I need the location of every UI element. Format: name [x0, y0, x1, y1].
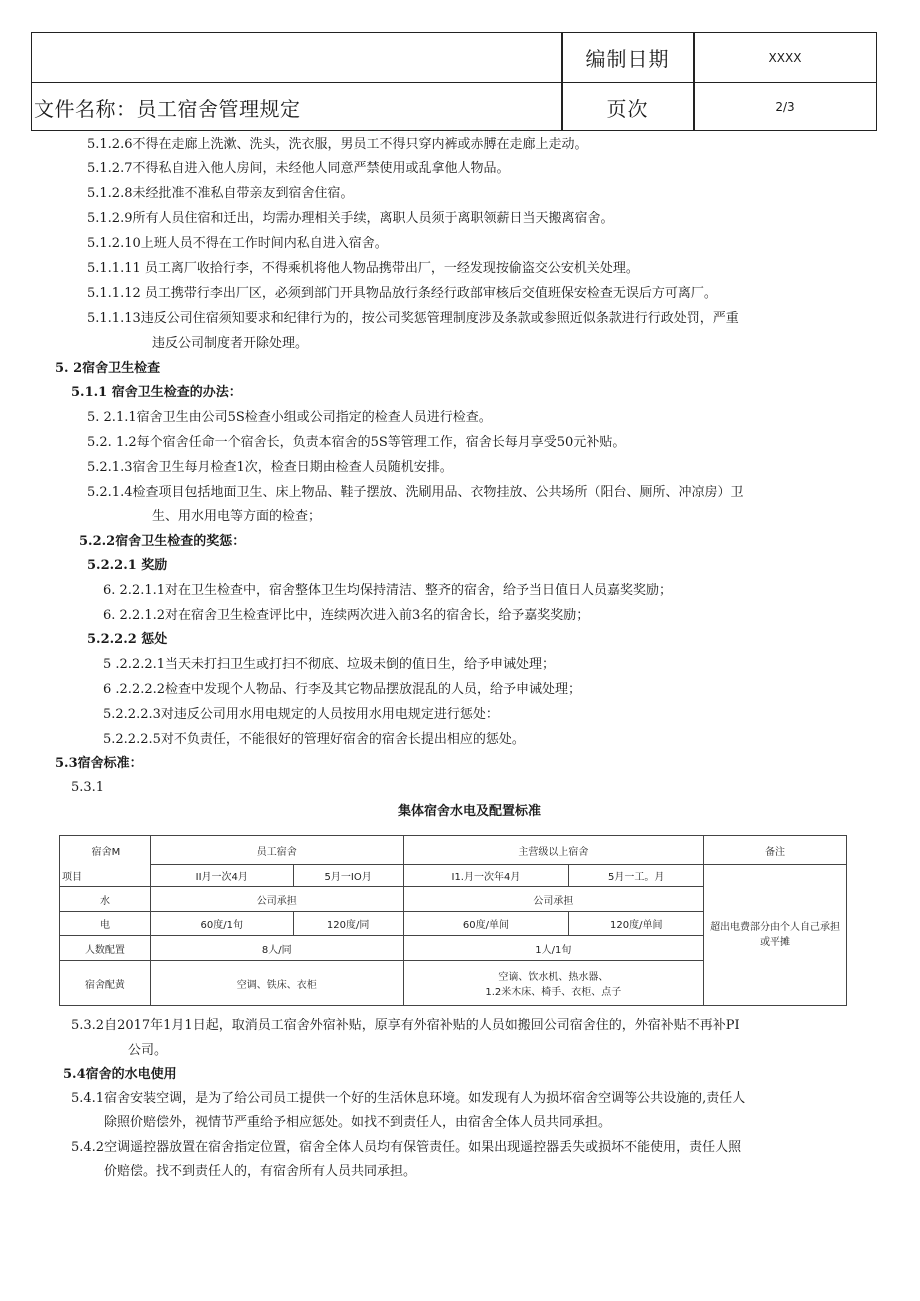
corner-header-top: 宿舍M: [60, 836, 151, 865]
season-col: 5月一IO月: [293, 865, 403, 887]
clause-line: 5.4.1宿舍安装空调，是为了给公司员工提供一个好的生活休息环境。如发现有人为损坏宿舍空调等公共设施的,责任人: [71, 1091, 746, 1106]
clause-line: 5.1.2.6不得在走廊上洗漱、洗头，洗衣服，男员工不得只穿内裤或赤膊在走廊上走动。: [87, 137, 588, 152]
clause-line: 5.1.1.11 员工离厂收拾行李，不得乘机将他人物品携带出厂，一经发现按偷盗交公安机关处理。: [87, 261, 639, 276]
clause-line: 5.2.2.2.3对违反公司用水用电规定的人员按用水用电规定进行惩处：: [103, 707, 499, 722]
electricity-cell: 60度/1旬: [150, 912, 293, 936]
water-supervisor: 公司承担: [403, 887, 704, 912]
season-col: II月一次4月: [150, 865, 293, 887]
document-header: [31, 32, 877, 131]
people-staff: 8人/同: [150, 936, 403, 961]
clause-line: 5.3.1: [71, 780, 105, 795]
electricity-cell: 120度/单间: [569, 912, 704, 936]
table-title: 集体宿舍水电及配置标准: [398, 804, 542, 819]
electricity-cell: 120度/同: [293, 912, 403, 936]
subsection-heading: 5.2.2宿舍卫生检查的奖惩：: [79, 534, 246, 549]
clause-line: 5.1.2.10上班人员不得在工作时间内私自进入宿舍。: [87, 236, 388, 251]
section-heading: 5. 2宿舍卫生检查: [55, 361, 161, 376]
clause-line: 5.4.2空调遥控器放置在宿舍指定位置，宿舍全体人员均有保管责任。如果出现遥控器丢失或损坏不能使用，责任人照: [71, 1140, 742, 1155]
water-staff: 公司承担: [150, 887, 403, 912]
clause-line: 5.1.1.13违反公司住宿须知要求和纪律行为的，按公司奖惩管理制度涉及条款或参照近似条款进行行政处罚，严重: [87, 311, 739, 326]
section-heading: 5.4宿舍的水电使用: [63, 1067, 177, 1082]
clause-line: 5.1.2.8未经批准不准私自带亲友到宿舍住宿。: [87, 186, 354, 201]
row-label-water: 水: [60, 887, 151, 912]
date-value: XXXX: [768, 50, 802, 65]
clause-line: 5.1.2.9所有人员住宿和迁出，均需办理相关手续，离职人员须于离职领薪日当天搬离宿舍。: [87, 211, 614, 226]
clause-line: 5.2.2.2.5对不负责任，不能很好的管理好宿舍的宿舍长提出相应的惩处。: [103, 732, 525, 747]
subsection-heading: 5.1.1 宿舍卫生检查的办法：: [71, 385, 242, 400]
clause-line: 6 .2.2.2.2检查中发现个人物品、行李及其它物品摆放混乱的人员，给予申诫处理；: [103, 682, 582, 697]
page-value: 2/3: [775, 100, 795, 114]
dorm-standard-table: [59, 835, 847, 1006]
config-supervisor-line: 1.2米木床、椅手、衣柜、点子: [485, 987, 622, 998]
clause-line-continued: 公司。: [128, 1043, 168, 1058]
clause-line-continued: 价赔偿。找不到责任人的，有宿舍所有人员共同承担。: [104, 1164, 417, 1179]
section-heading: 5.3宿舍标准：: [55, 756, 143, 771]
clause-line: 5.2.1.4检查项目包括地面卫生、床上物品、鞋子摆放、洗刷用品、衣物挂放、公共场所（阳台、厕所、冲凉房）卫: [87, 485, 744, 500]
clause-line: 5.1.1.12 员工携带行李出厂区，必须到部门开具物品放行条经行政部审核后交值班保安检查无误后方可离厂。: [87, 286, 717, 301]
clause-line-continued: 生、用水用电等方面的检查；: [152, 509, 322, 524]
note-cell: [704, 865, 847, 1006]
config-supervisor: [403, 961, 704, 1006]
supervisor-dorm-header: 主营级以上宿舍: [403, 836, 704, 865]
config-staff: 空调、铁床、衣柜: [150, 961, 403, 1006]
electricity-cell: 60度/单间: [403, 912, 569, 936]
clause-line: 6. 2.2.1.1对在卫生检查中，宿舍整体卫生均保持清洁、整齐的宿舍，给予当日值日人员嘉奖奖励；: [103, 583, 673, 598]
row-label-config: 宿舍配黄: [60, 961, 151, 1006]
season-col: 5月一工。月: [569, 865, 704, 887]
row-label-electricity: 电: [60, 912, 151, 936]
clause-line-continued: 违反公司制度者开除处理。: [152, 336, 309, 351]
note-header: 备注: [704, 836, 847, 865]
clause-line: 5.2.1.3宿舍卫生每月检查1次，检查日期由检查人员随机安排。: [87, 460, 453, 475]
page-label: 页次: [606, 96, 649, 121]
date-label: 编制日期: [585, 47, 670, 71]
season-col: I1.月一次年4月: [403, 865, 569, 887]
subsection-heading: 5.2.2.2 惩处: [87, 632, 168, 647]
people-supervisor: 1人/1旬: [403, 936, 704, 961]
row-label-people: 人数配置: [60, 936, 151, 961]
clause-line: 5.1.2.7不得私自进入他人房间，未经他人同意严禁使用或乱拿他人物品。: [87, 161, 510, 176]
staff-dorm-header: 员工宿舍: [150, 836, 403, 865]
clause-line: 5.3.2自2017年1月1日起，取消员工宿舍外宿补贴，原享有外宿补贴的人员如搬回公司宿舍住的，外宿补贴不再补PI: [71, 1018, 740, 1033]
clause-line-continued: 除照价赔偿外，视情节严重给予相应惩处。如找不到责任人，由宿舍全体人员共同承担。: [104, 1115, 612, 1130]
file-name: 文件名称：员工宿舍管理规定: [34, 96, 301, 121]
clause-line: 6. 2.2.1.2对在宿舍卫生检查评比中，连续两次进入前3名的宿舍长，给予嘉奖奖励；: [103, 608, 590, 623]
note-text: 超出电费部分由个人自己承担或平摊: [710, 922, 841, 948]
clause-line: 5 .2.2.2.1当天未打扫卫生或打扫不彻底、垃圾未倒的值日生，给予申诫处理；: [103, 657, 556, 672]
clause-line: 5. 2.1.1宿舍卫生由公司5S检查小组或公司指定的检查人员进行检查。: [87, 410, 492, 425]
config-supervisor-line: 空谪、饮水机、热水器、: [498, 972, 609, 983]
corner-header-bottom: 项目: [60, 865, 151, 887]
subsection-heading: 5.2.2.1 奖励: [87, 558, 168, 573]
clause-line: 5.2. 1.2每个宿舍任命一个宿舍长，负责本宿舍的5S等管理工作，宿舍长每月享受50元补贴。: [87, 435, 626, 450]
